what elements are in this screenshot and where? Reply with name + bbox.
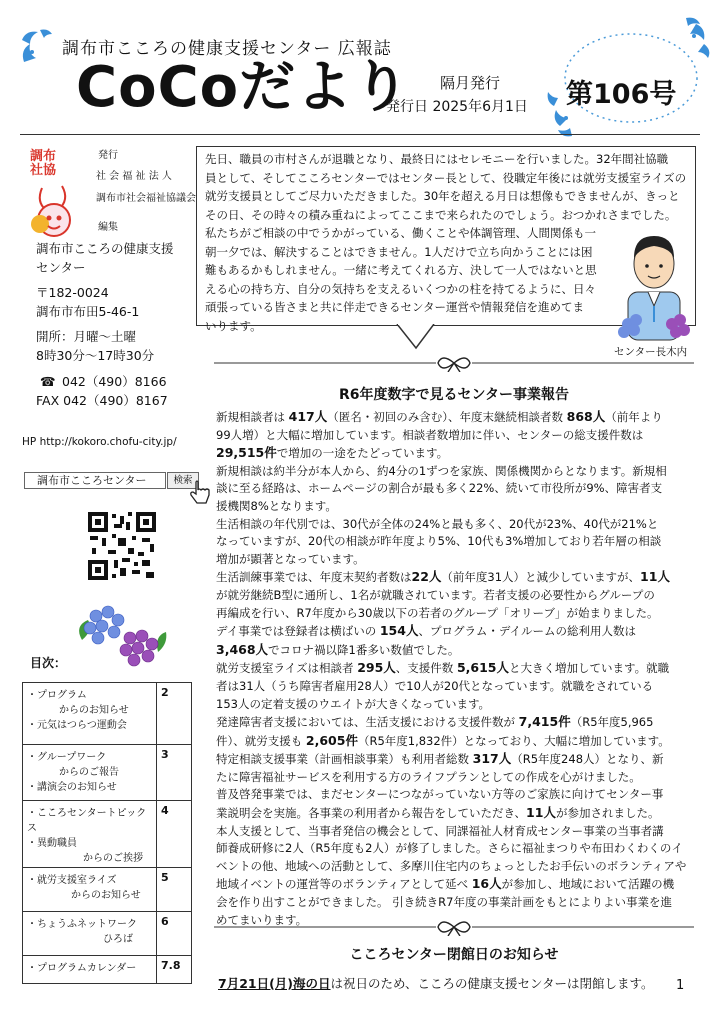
hours-time: 8時30分～17時30分 (36, 348, 155, 363)
report-line: ベントの他、地域への活動として、多摩川住宅内のちょっとしたお手伝いのボランティアや (216, 858, 687, 873)
toc-line: ひろば (103, 934, 133, 945)
message-line: える心の持ち方、自分の気持ちを支えるいくつかの柱を持てるように、日々 (205, 281, 596, 296)
toc-line: からのご挨拶 (83, 853, 143, 864)
report-line: 新規相談は約半分が本人から、約4分の1ずつを家族、関係機関からとなります。新規相 (216, 463, 667, 478)
closure-date: 7月21日(月)海の日 (218, 976, 331, 991)
toc-line: ・プログラム (27, 690, 87, 701)
closure-title: こころセンター閉館日のお知らせ (349, 947, 559, 963)
message-line: 頑張っている皆さまと共に伴走できるセンター運営や情報発信を進めてま (205, 300, 585, 314)
report-line: 師養成研修に2人（R5年度も2人）が修了しました。さらに福祉まつりや布田わくわくのイ (216, 841, 683, 856)
toc-line: ・プログラムカレンダー (27, 963, 137, 974)
homepage-url[interactable]: HP http://kokoro.chofu-city.jp/ (22, 436, 177, 448)
issue-date: 発行日 2025年6月1日 (386, 99, 528, 115)
toc-page: 4 (157, 801, 192, 868)
toc-line: からのお知らせ (71, 890, 141, 901)
toc-row[interactable] (23, 801, 192, 868)
report-line: 就労支援室ライズは相談者 295人、支援件数 5,615人と大きく増加しています。就職 (216, 660, 670, 676)
report-line: 本人支援として、当事者発信の機会として、同課福祉人材育成センター事業の当事者講 (216, 823, 664, 838)
hours-days: 開所：月曜～土曜 (36, 329, 137, 344)
publisher-line-2: 調布市社会福祉協議会 (96, 193, 196, 204)
report-line: 3,468人でコロナ禍以降1番多い数値でした。 (216, 641, 460, 657)
pointer-hand-icon (188, 480, 212, 506)
toc-line: ・グループワーク (27, 752, 107, 763)
page-number: 1 (676, 978, 685, 993)
toc-page: 6 (157, 912, 192, 956)
message-line: いります。 (205, 318, 262, 333)
toc-line: ・講演会のお知らせ (27, 782, 117, 793)
toc-line: ・就労支援室ライズ (27, 875, 117, 886)
toc-row[interactable] (23, 912, 192, 956)
message-line: 就労支援員としてご尽力いただきました。30年を超える月日は想像もできませんが、きっと (205, 189, 680, 203)
message-line: 私たちがご相談の中でうかがっている、働くことや体調管理、人間関係も一 (205, 226, 596, 240)
ribbon-divider (214, 918, 694, 936)
phone-icon: ☎ (40, 374, 56, 389)
report-body (216, 408, 700, 929)
report-line: 99人増）と大幅に増加しています。相談者数増加に伴い、センターの総支援件数は (216, 427, 644, 442)
publisher-line-1: 社 会 福 祉 法 人 (96, 171, 172, 182)
director-signature: センター長木内 (614, 346, 688, 358)
toc-line: ・ちょうふネットワーク (27, 919, 137, 930)
toc-row[interactable] (23, 745, 192, 801)
report-line: 生活相談の年代別では、30代が全体の24%と最も多く、20代が23%、40代が21%と (216, 516, 659, 531)
issue-number: 第106号 (566, 79, 677, 110)
report-line: 生活訓練事業では、年度末契約者数は22人（前年度31人）と減少していますが、11人 (216, 569, 670, 585)
toc-line: ・元気はつらつ運動会 (27, 720, 127, 731)
report-line: 談に至る経路は、ホームページの割合が最も多く22%、続いて市役所が9%、障害者支 (216, 481, 663, 496)
closure-text: は祝日のため、こころの健康支援センターは閉館します。 (330, 976, 654, 991)
mascot-rabbit-icon (22, 184, 86, 240)
fax: FAX 042（490）8167 (36, 393, 168, 408)
report-line: 普及啓発事業では、まだセンターにつながっていない方等のご家族に向けてセンター事 (216, 787, 664, 802)
closure-notice (218, 974, 654, 992)
message-line: その日、その時々の積み重ねによってここまで来られたのでしょう。おつかれさまでした。 (205, 207, 677, 222)
report-line: 件）、就労支援も 2,605件（R5年度1,832件）となっており、大幅に増加しています。 (216, 732, 670, 748)
report-line: 会を作り出すことができました。 引き続きR7年度の事業計画をもとによりよい事業を進 (216, 895, 672, 910)
center-name-2: センター (36, 260, 86, 275)
report-line: 地域イベントの運営等のボランティアとして延べ 16人が参加し、地域において活躍の機 (216, 876, 675, 892)
toc-row[interactable] (23, 683, 192, 745)
telephone: 042（490）8166 (62, 374, 167, 389)
message-line: 員として、そしてこころセンターではセンター長として、役職定年後には就労支援室ライズの (205, 170, 687, 185)
ribbon-divider (214, 354, 694, 372)
toc-page: 2 (157, 683, 192, 745)
report-line: 特定相談支援事業（計画相談事業）も利用者総数 317人（R5年度248人）となり、新 (216, 751, 664, 767)
toc-line: からのご報告 (59, 767, 119, 778)
editor-label: 編集 (98, 222, 118, 233)
publisher-label: 発行 (98, 150, 118, 161)
hydrangea-illustration (72, 600, 168, 672)
table-of-contents (22, 682, 192, 984)
toc-row[interactable] (23, 868, 192, 912)
center-name-1: 調布市こころの健康支援 (36, 241, 174, 256)
toc-line: ・異動職員 (27, 838, 77, 849)
report-line: たに障害福祉サービスを利用する方のライフプランとしての作成を心がけました。 (216, 769, 641, 784)
newsletter-logo: CoCoだより (76, 55, 411, 120)
org-title: 調布市こころの健康支援センター 広報誌 (62, 39, 392, 59)
message-text-continued (205, 224, 610, 335)
report-line: デイ事業では登録者は横ばいの 154人、プログラム・デイルームの総利用人数は (216, 623, 637, 639)
report-line: 援機関8%となります。 (216, 498, 337, 513)
report-title: R6年度数字で見るセンター事業報告 (339, 387, 569, 403)
message-line: 朝一夕では、解決することはできません。1人だけで立ち向かうことには困 (205, 244, 593, 259)
message-line: 先日、職員の市村さんが退職となり、最終日にはセレモニーを行いました。32年間社協職 (205, 152, 669, 166)
report-line: が就労継続B型に通所し、1名が就職されています。若者支援の必要性からグループの (216, 587, 655, 602)
address: 調布市布田5-46-1 (36, 304, 140, 319)
qr-code-icon[interactable] (88, 512, 156, 580)
frequency: 隔月発行 (440, 74, 501, 92)
header-rule (20, 134, 700, 135)
toc-page: 5 (157, 868, 192, 912)
report-line: 29,515件で増加の一途をたどっています。 (216, 445, 449, 461)
report-line: 発達障害者支援においては、生活支援における支援件数が 7,415件（R5年度5,965 (216, 714, 654, 730)
report-line: めてまいります。 (216, 912, 308, 927)
toc-page: 7.8 (157, 956, 192, 984)
message-line: 難もあるかもしれません。一緒に考えてくれる方、決して一人ではないと思 (205, 263, 597, 277)
toc-page: 3 (157, 745, 192, 801)
search-input[interactable]: 調布市こころセンター (24, 472, 166, 489)
report-line: 業説明会を実施。各事業の利用者から報告をしていただき、11人が参加されました。 (216, 805, 660, 821)
report-line: 153人の定着支援のウエイトが大きくなっています。 (216, 696, 491, 711)
toc-line: からのお知らせ (59, 705, 129, 716)
postal-code: 〒182-0024 (36, 285, 109, 300)
toc-row[interactable] (23, 956, 192, 984)
report-line: 増加が顕著となっています。 (216, 551, 365, 566)
toc-line: ・こころセンタートピックス (27, 808, 147, 834)
corner-flourish-icon (18, 26, 58, 66)
report-line: 者は31人（うち障害者雇用28人）で10人が20代となっています。就職をされている (216, 678, 654, 693)
report-line: なっていますが、20代の相談が昨年度より5%、10代も3%増加しており若年層の相談 (216, 534, 662, 549)
message-text (205, 150, 690, 224)
search-button[interactable]: 検索 (167, 472, 199, 489)
director-illustration (614, 228, 694, 342)
report-line: 再編成を行い、R7年度から30歳以下の若者のグループ「オリーブ」が始まりました。 (216, 605, 659, 620)
toc-title: 目次： (30, 656, 67, 670)
report-line: 新規相談者は 417人（匿名・初回のみ含む）、年度末継続相談者数 868人（前年より (216, 409, 663, 424)
shakyo-logo-text: 調布社協 (30, 149, 57, 179)
